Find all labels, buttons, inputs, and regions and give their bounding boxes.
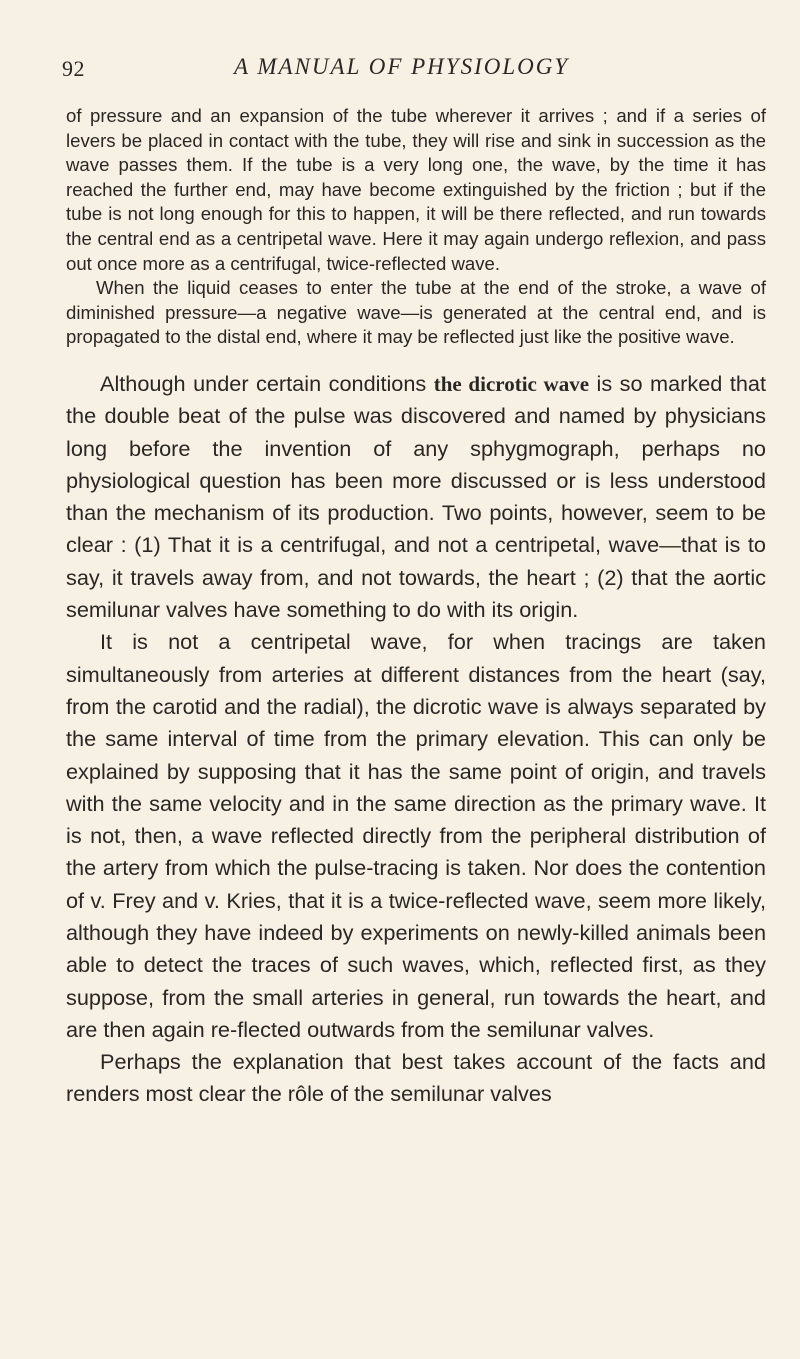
paragraph-wave-reflection: of pressure and an expansion of the tube wherever it arrives ; and if a series of levers be placed in contact with the tube, they will rise and sink in succession as the wave passes them. If the tube is a very long one, the wave, by the time it has reached the further end, may have become extinguished by the friction ; but if the tube is not long enough for this to happen, it will be there reflected, and run towards the central end as a centripetal wave. Here it may again undergo reflexion, and pass out once more as a centrifugal, twice-reflected wave. — [66, 105, 766, 274]
running-title: A MANUAL OF PHYSIOLOGY — [234, 54, 570, 79]
dicrotic-text-before: Although under certain conditions — [100, 370, 434, 396]
paragraph-explanation: Perhaps the explanation that best takes account of the facts and renders most clear the rôle of the semilunar valves — [66, 1049, 766, 1107]
paragraph-centripetal-wave: It is not a centripetal wave, for when tracings are taken simultaneously from arteries at different distances from the heart (say, from the carotid and the radial), the dicrotic wave is always separated by the same interval of time from the primary elevation. This can only be explained by supposing that it has the same point of origin, and travels with the same velocity and in the same direction as the primary wave. It is not, then, a wave reflected directly from the peripheral distribution of the artery from which the pulse-tracing is taken. Nor does the contention of v. Frey and v. Kries, that it is a twice-reflected wave, seem more likely, although they have indeed by experiments on newly-killed animals been able to detect the traces of such waves, which, reflected first, as they suppose, from the small arteries in general, run towards the heart, and are then again re-flected outwards from the semilunar valves. — [66, 629, 766, 1042]
page-number: 92 — [62, 56, 85, 81]
paragraph-negative-wave: When the liquid ceases to enter the tube at the end of the stroke, a wave of diminished pressure—a negative wave—is generated at the central end, and is propagated to the distal end, where it may be reflected just like the positive wave. — [66, 277, 766, 348]
main-text-section — [66, 368, 766, 1111]
running-head — [62, 48, 766, 82]
dicrotic-wave-term: the dicrotic wave — [433, 371, 590, 396]
dicrotic-text-after: is so marked that the double beat of the pulse was discovered and named by physicians long before the invention of any sphygmograph, perhaps no physiological question has been more discussed or is less understood than the mechanism of its production. Two points, however, seem to be clear : (1) That it is a centrifugal, and not a centripetal, wave—that is to say, it travels away from, and not towards, the heart ; (2) that the aortic semilunar valves have something to do with its origin. — [66, 370, 766, 623]
paragraph-dicrotic-wave — [66, 368, 766, 626]
small-print-section — [66, 104, 766, 350]
